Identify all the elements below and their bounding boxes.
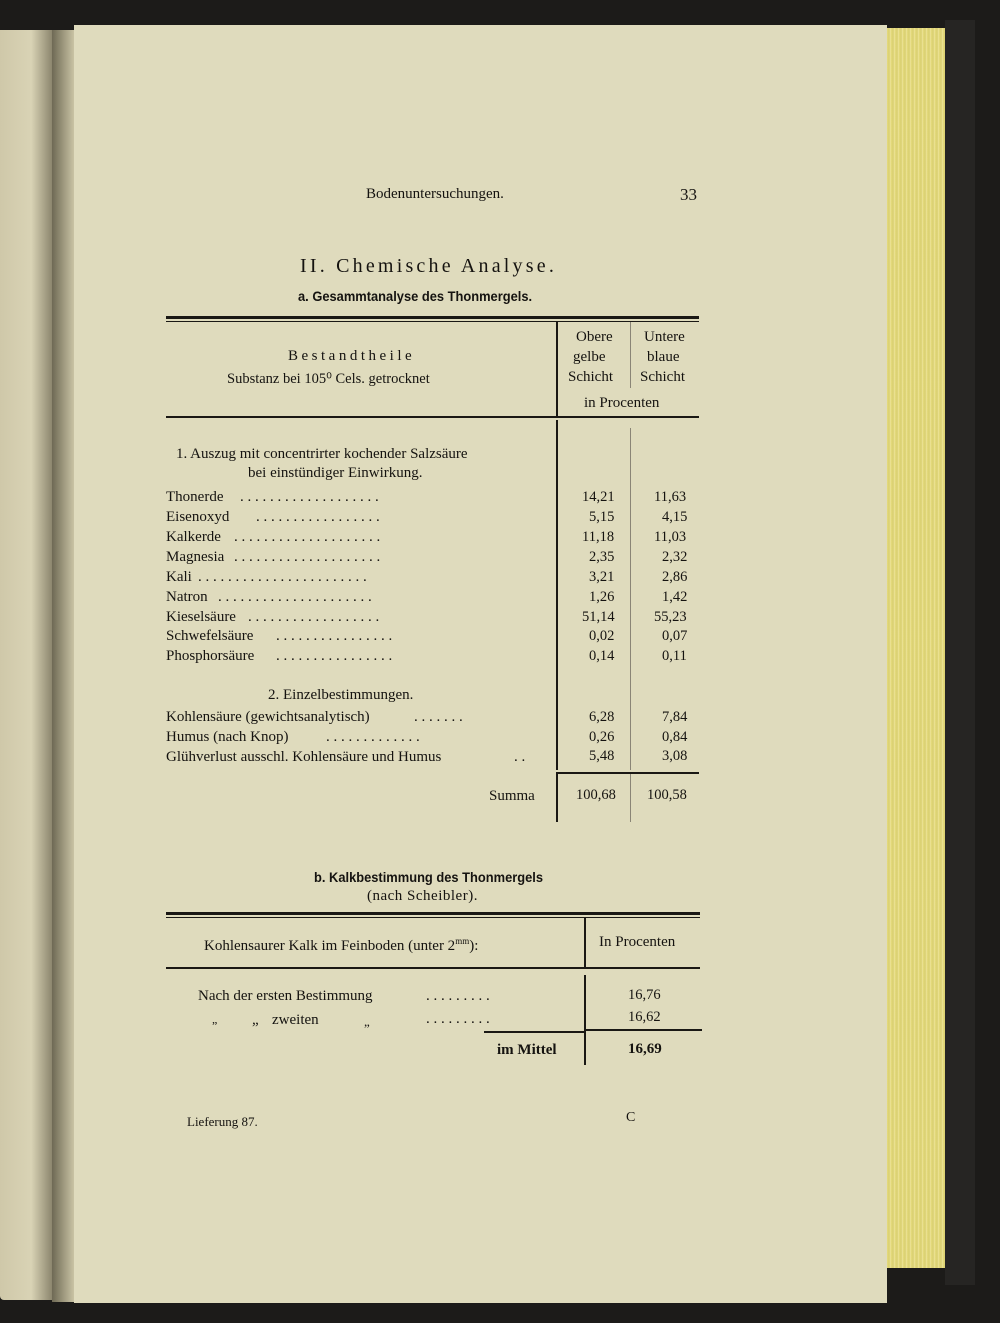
table-b-mean-rule-left bbox=[484, 1031, 584, 1033]
col1-header-line3: Schicht bbox=[568, 369, 613, 385]
leader-dots: . . . . . . . . . . . . . . . . . . bbox=[248, 609, 380, 625]
row-label-eisenoxyd: Eisenoxyd bbox=[166, 509, 230, 525]
table-b-mean-label: im Mittel bbox=[497, 1042, 557, 1058]
table-b-subtitle-text: (nach Scheibler). bbox=[367, 888, 478, 904]
row-value-kieselsaeure-1: 51,14 bbox=[582, 609, 615, 625]
table-b-subtitle bbox=[367, 888, 478, 905]
row-value-phosphorsaeure-1: 0,14 bbox=[589, 648, 615, 664]
table-b-mean-vrule bbox=[584, 1031, 586, 1065]
sum-vrule-thin bbox=[630, 774, 631, 822]
sum-value-1: 100,68 bbox=[576, 787, 616, 803]
group1-heading-1: 1. Auszug mit concentrirter kochender Salzsäure bbox=[176, 446, 468, 462]
row-label-thonerde: Thonerde bbox=[166, 489, 224, 505]
col2-header-line3: Schicht bbox=[640, 369, 685, 385]
table-b-mean-value: 16,69 bbox=[628, 1041, 662, 1057]
col1-header-line1: Obere bbox=[576, 329, 613, 345]
row-value-schwefelsaeure-2: 0,07 bbox=[662, 628, 688, 644]
leader-dots: . . . . . . . . . . . . . . . . bbox=[276, 628, 393, 644]
leader-dots: . . . . . . . . . . . . . . . . . . . . . bbox=[218, 589, 372, 605]
sum-label: Summa bbox=[489, 788, 535, 804]
row-value-thonerde-2: 11,63 bbox=[654, 489, 687, 505]
sum-value-2: 100,58 bbox=[647, 787, 687, 803]
col-header-sub: Substanz bei 105⁰ Cels. getrocknet bbox=[227, 371, 430, 387]
row-value-gluehverlust-1: 5,48 bbox=[589, 748, 615, 764]
col1-header-line2: gelbe bbox=[573, 349, 606, 365]
table-b-header-vrule bbox=[584, 918, 586, 968]
col-header-main: Bestandtheile bbox=[288, 348, 416, 364]
row-label-kali: Kali bbox=[166, 569, 192, 585]
book-gutter bbox=[52, 30, 74, 1302]
leader-dots: . . . . . . . . . bbox=[426, 1011, 490, 1027]
table-a-header-rule bbox=[166, 416, 699, 418]
leader-dots: . . . . . . . . . . . . . . . . . . . bbox=[240, 489, 379, 505]
table-b-header-right: In Procenten bbox=[599, 934, 676, 950]
leader-dots: . . . . . . . . . . . . . . . . . bbox=[256, 509, 380, 525]
leader-dots: . . bbox=[514, 749, 526, 765]
sum-vrule bbox=[556, 774, 558, 822]
signature-left: Lieferung 87. bbox=[187, 1114, 258, 1129]
leader-dots: . . . . . . . . . . . . . . . . . . . . bbox=[234, 529, 381, 545]
row-value-kalkerde-1: 11,18 bbox=[582, 529, 615, 545]
row-value-kali-1: 3,21 bbox=[589, 569, 615, 585]
table-a-body-vrule-thin bbox=[630, 428, 631, 770]
table-a-top-rule bbox=[166, 316, 699, 319]
row-value-natron-1: 1,26 bbox=[589, 589, 615, 605]
table-b-header-left-pre: Kohlensaurer Kalk im Feinboden (unter 2 bbox=[204, 938, 456, 954]
table-b-row2-word: zweiten bbox=[272, 1012, 319, 1028]
leader-dots: . . . . . . . . . . . . . . . . . . . . . . . bbox=[198, 569, 367, 585]
col2-header-line1: Untere bbox=[644, 329, 685, 345]
table-b-header-left-sup: mm bbox=[455, 936, 470, 946]
row-value-phosphorsaeure-2: 0,11 bbox=[662, 648, 687, 664]
signature-right: C bbox=[626, 1110, 636, 1125]
row-label-phosphorsaeure: Phosphorsäure bbox=[166, 648, 255, 664]
table-a-header-vrule-thin bbox=[630, 322, 631, 388]
page-block-edge bbox=[887, 28, 945, 1268]
unit-label: in Procenten bbox=[584, 395, 660, 411]
table-b-header-left bbox=[204, 936, 478, 955]
page-number: 33 bbox=[680, 185, 697, 204]
table-b-row1-label: Nach der ersten Bestimmung bbox=[198, 988, 373, 1004]
row-value-humus-1: 0,26 bbox=[589, 729, 615, 745]
table-b-top-rule bbox=[166, 912, 700, 915]
row-value-eisenoxyd-1: 5,15 bbox=[589, 509, 615, 525]
left-page-edge bbox=[0, 30, 52, 1300]
table-b-row1-value: 16,76 bbox=[628, 987, 661, 1003]
group1-heading-2: bei einstündiger Einwirkung. bbox=[248, 465, 423, 481]
leader-dots: . . . . . . . . . . . . . . . . . . . . bbox=[234, 549, 381, 565]
leader-dots: . . . . . . . . . . . . . . . . bbox=[276, 648, 393, 664]
row-value-magnesia-2: 2,32 bbox=[662, 549, 688, 565]
row-label-kalkerde: Kalkerde bbox=[166, 529, 221, 545]
row-label-gluehverlust: Glühverlust ausschl. Kohlensäure und Humus bbox=[166, 749, 442, 765]
running-title: Bodenuntersuchungen. bbox=[366, 186, 504, 202]
row-label-kohlensaeure: Kohlensäure (gewichtsanalytisch) bbox=[166, 709, 370, 725]
row-value-schwefelsaeure-1: 0,02 bbox=[589, 628, 615, 644]
table-b-title: b. Kalkbestimmung des Thonmergels bbox=[314, 869, 544, 885]
row-value-humus-2: 0,84 bbox=[662, 729, 688, 745]
row-label-schwefelsaeure: Schwefelsäure bbox=[166, 628, 254, 644]
sum-rule bbox=[556, 772, 699, 774]
book-cover-edge bbox=[945, 20, 975, 1285]
row-value-kalkerde-2: 11,03 bbox=[654, 529, 687, 545]
table-a-title: a. Gesammtanalyse des Thonmergels. bbox=[298, 288, 533, 304]
table-a-header-vrule bbox=[556, 322, 558, 416]
table-b-mean-rule-right bbox=[584, 1029, 702, 1031]
row-label-magnesia: Magnesia bbox=[166, 549, 225, 565]
row-label-humus: Humus (nach Knop) bbox=[166, 729, 289, 745]
table-a-body-vrule bbox=[556, 420, 558, 770]
leader-dots: . . . . . . . bbox=[414, 709, 463, 725]
table-b-row2-ditto-1: „ bbox=[212, 1012, 218, 1026]
row-label-kieselsaeure: Kieselsäure bbox=[166, 609, 236, 625]
row-value-eisenoxyd-2: 4,15 bbox=[662, 509, 688, 525]
row-label-natron: Natron bbox=[166, 589, 208, 605]
row-value-gluehverlust-2: 3,08 bbox=[662, 748, 688, 764]
leader-dots: . . . . . . . . . bbox=[426, 988, 490, 1004]
table-b-top-rule-thin bbox=[166, 917, 700, 918]
table-b-row2-value: 16,62 bbox=[628, 1009, 661, 1025]
row-value-kieselsaeure-2: 55,23 bbox=[654, 609, 687, 625]
row-value-kohlensaeure-2: 7,84 bbox=[662, 709, 688, 725]
row-value-natron-2: 1,42 bbox=[662, 589, 688, 605]
table-b-row2-ditto-3: „ bbox=[364, 1014, 370, 1029]
row-value-kali-2: 2,86 bbox=[662, 569, 688, 585]
table-b-header-left-post: ): bbox=[469, 938, 479, 954]
col2-header-line2: blaue bbox=[647, 349, 680, 365]
row-value-magnesia-1: 2,35 bbox=[589, 549, 615, 565]
row-value-thonerde-1: 14,21 bbox=[582, 489, 615, 505]
table-b-body-vrule bbox=[584, 975, 586, 1030]
section-title: II. Chemische Analyse. bbox=[300, 255, 558, 277]
table-a-top-rule-thin bbox=[166, 321, 699, 322]
row-value-kohlensaeure-1: 6,28 bbox=[589, 709, 615, 725]
table-b-header-rule bbox=[166, 967, 700, 969]
group2-heading: 2. Einzelbestimmungen. bbox=[268, 687, 414, 703]
table-b-row2-ditto-2: „ bbox=[252, 1012, 259, 1028]
leader-dots: . . . . . . . . . . . . . bbox=[326, 729, 420, 745]
